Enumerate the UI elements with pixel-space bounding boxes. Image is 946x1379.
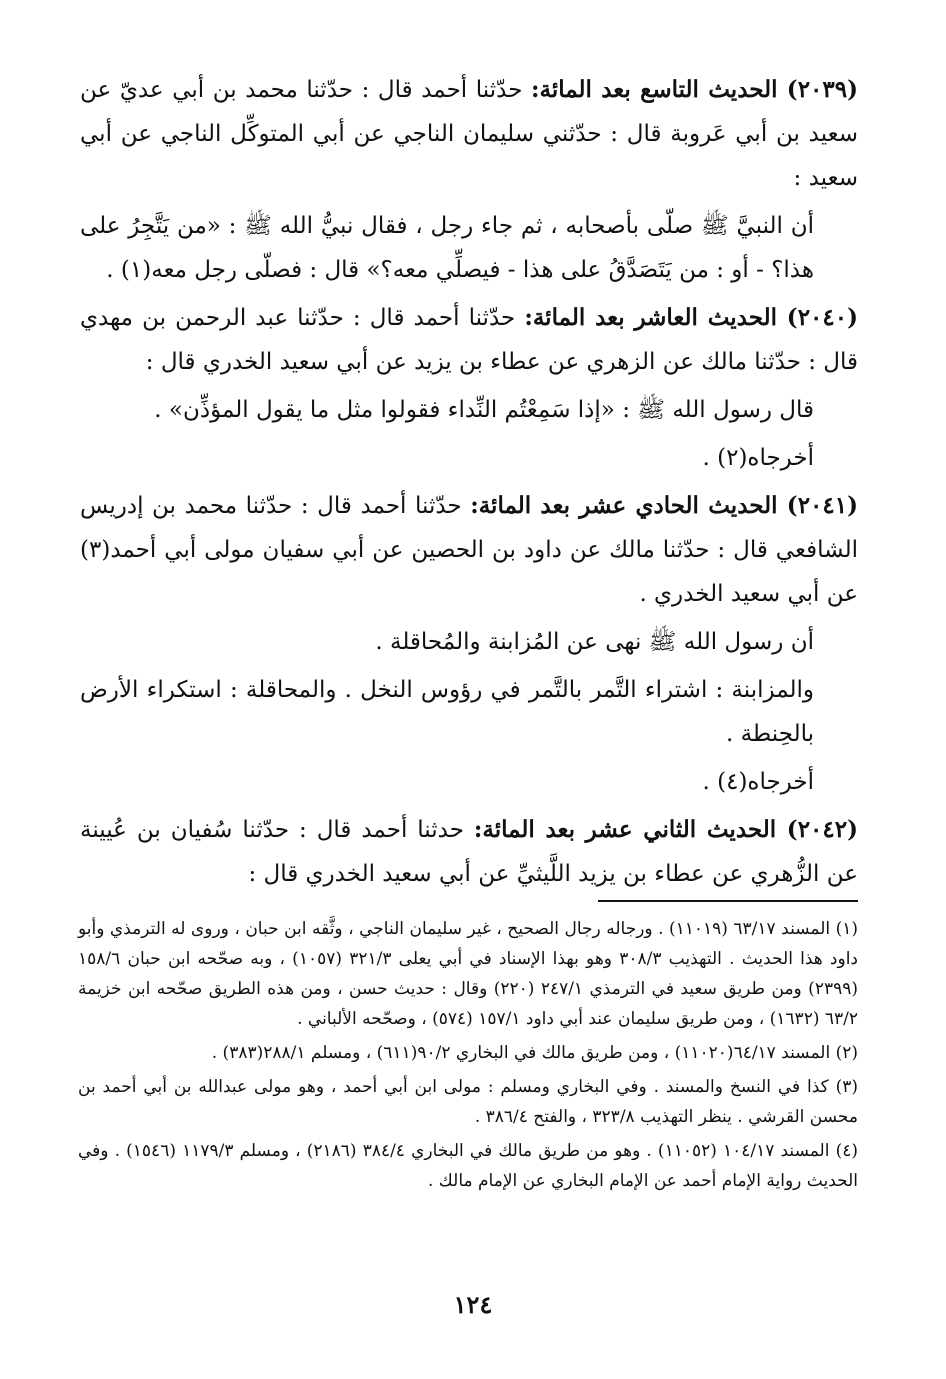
hadith-2041-heading: (٢٠٤١) الحديث الحادي عشر بعد المائة: <box>470 492 858 519</box>
hadith-2041-chain: حدّثنا أحمد قال : حدّثنا محمد بن إدريس الشافعي قال : حدّثنا مالك عن داود بن الحصين عن أبي سفيان مولى أبي أحمد(٣) عن أبي سعيد الخدري . <box>80 493 858 607</box>
footnote-2: (٢) المسند ٦٤/١٧(١١٠٢٠) ، ومن طريق مالك في البخاري ٩٠/٢(٦١١) ، ومسلم ٢٨٨/١(٣٨٣) . <box>211 1043 858 1063</box>
hadith-2042-heading: (٢٠٤٢) الحديث الثاني عشر بعد المائة: <box>473 816 858 843</box>
hadith-2041-takhrij: أخرجاه(٤) . <box>702 769 814 795</box>
hadith-2040-chain: حدّثنا أحمد قال : حدّثنا عبد الرحمن بن مهدي قال : حدّثنا مالك عن الزهري عن عطاء بن يزيد عن أبي سعيد الخدري قال : <box>80 305 858 375</box>
hadith-2039-chain: حدّثنا أحمد قال : حدّثنا محمد بن أبي عديّ عن سعيد بن أبي عَروبة قال : حدّثني سليمان الناجي عن أبي المتوكِّل الناجي عن أبي سعيد : <box>80 77 858 191</box>
footnote-4: (٤) المسند ١٠٤/١٧ (١١٠٥٢) . وهو من طريق مالك في البخاري ٣٨٤/٤ (٢١٨٦) ، ومسلم ١١٧٩/٣ (١٥٤٦) . وفي الحديث رواية الإمام أحمد عن الإمام البخاري عن الإمام مالك . <box>78 1141 858 1191</box>
hadith-2039-isnad <box>80 68 858 200</box>
main-text <box>80 68 858 900</box>
hadith-2039-matn: أن النبيَّ ﷺ صلّى بأصحابه ، ثم جاء رجل ، فقال نبيُّ الله ﷺ : «من يَتَّجِرُ على هذا؟ - أو : من يَتَصَدَّقُ على هذا - فيصلِّي معه؟» قال : فصلّى رجل معه(١) . <box>80 213 814 283</box>
footnote-3: (٣) كذا في النسخ والمسند . وفي البخاري ومسلم : مولى ابن أبي أحمد ، وهو مولى عبدالله بن أبي أحمد بن محسن القرشي . ينظر التهذيب ٣٢٣/٨ ، والفتح ٣٨٦/٤ . <box>78 1077 858 1127</box>
hadith-2041-isnad <box>80 484 858 616</box>
hadith-2042-isnad <box>80 808 858 896</box>
hadith-2041-explanation: والمزابنة : اشتراء التَّمر بالتَّمر في رؤوس النخل . والمحاقلة : استكراء الأرض بالحِنطة . <box>80 677 814 747</box>
hadith-2040-takhrij: أخرجاه(٢) . <box>702 445 814 471</box>
hadith-2042-chain: حدثنا أحمد قال : حدّثنا سُفيان بن عُيينة عن الزُّهري عن عطاء بن يزيد اللَّيثيِّ عن أبي سعيد الخدري قال : <box>80 817 858 887</box>
hadith-2039-heading: (٢٠٣٩) الحديث التاسع بعد المائة: <box>531 76 858 103</box>
hadith-2040-matn: قال رسول الله ﷺ : «إذا سَمِعْتُم النِّداء فقولوا مثل ما يقول المؤذِّن» . <box>154 397 814 423</box>
page-number: ١٢٤ <box>453 1290 493 1319</box>
hadith-2041-matn: أن رسول الله ﷺ نهى عن المُزابنة والمُحاقلة . <box>375 629 814 655</box>
hadith-2040-heading: (٢٠٤٠) الحديث العاشر بعد المائة: <box>524 304 858 331</box>
footnote-1: (١) المسند ٦٣/١٧ (١١٠١٩) . ورجاله رجال الصحيح ، غير سليمان الناجي ، وثَّقه ابن حبان ، وروى له الترمذي وأبو داود هذا الحديث . التهذيب ٣٠٨/٣ وهو بهذا الإسناد في أبي يعلى ٣٢١/٣ (١٠٥٧) ، وبه صحّحه ابن حبان ١٥٨/٦ (٢٣٩٩) ومن طريق سعيد في الترمذي ٢٤٧/١ (٢٢٠) وقال : حديث حسن ، ومن هذه الطريق صحّحه ابن خزيمة ٦٣/٢ (١٦٣٢) ، ومن طريق سليمان عند أبي داود ١٥٧/١ (٥٧٤) ، وصحّحه الألباني . <box>78 919 858 1029</box>
footnote-separator <box>598 900 858 902</box>
footnotes <box>78 914 858 1200</box>
hadith-2040-isnad <box>80 296 858 384</box>
